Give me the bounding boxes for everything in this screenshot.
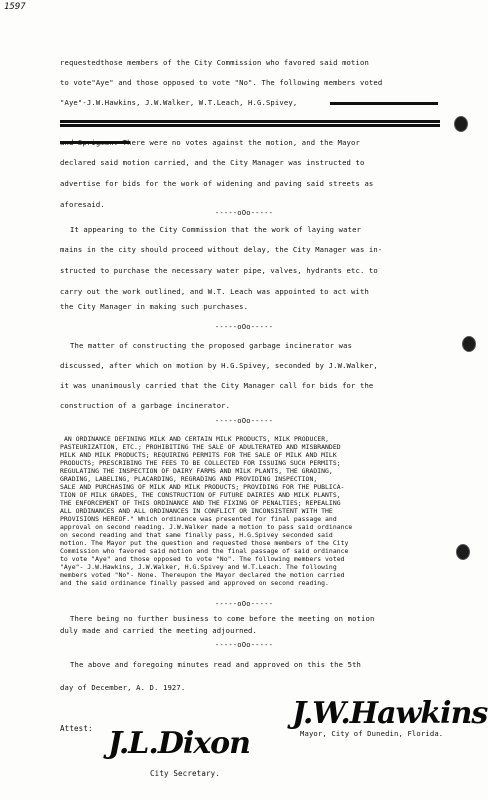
punch-hole bbox=[462, 336, 476, 352]
paragraph1-line: requestedthose members of the City Commission who favored said motion bbox=[60, 58, 369, 67]
paragraph1-line: aforesaid. bbox=[60, 200, 105, 209]
ordinance-line: PASTEURIZATION, ETC.; PROHIBITING THE SALE OF ADULTERATED AND MISBRANDED bbox=[60, 444, 341, 451]
paragraph3-line: construction of a garbage incinerator. bbox=[60, 401, 231, 410]
ordinance-line: motion. The Mayor put the question and requested those members of the City bbox=[60, 540, 349, 547]
paragraph2-line: the City Manager in making such purchases. bbox=[60, 302, 249, 311]
mayor-title: Mayor, City of Dunedin, Florida. bbox=[300, 729, 444, 738]
punch-hole bbox=[456, 544, 470, 560]
mayor-signature: J.W.Hawkins bbox=[292, 696, 488, 731]
paragraph1-line: declared said motion carried, and the City Manager was instructed to bbox=[60, 158, 365, 167]
paragraph1-line: and Sprigman. There were no votes against the motion, and the Mayor bbox=[60, 138, 360, 147]
ordinance-line: ALL ORDINANCES AND ALL ORDINANCES IN CONFLICT OR INCONSISTENT WITH THE bbox=[60, 508, 333, 515]
attest-label: Attest: bbox=[60, 724, 93, 733]
ordinance-line: AN ORDINANCE DEFINING MILK AND CERTAIN MILK PRODUCTS, MILK PRODUCER, bbox=[64, 436, 330, 443]
paragraph2-line: structed to purchase the necessary water pipe, valves, hydrants etc. to bbox=[60, 266, 378, 275]
paragraph3-line: The matter of constructing the proposed garbage incinerator was bbox=[70, 341, 353, 350]
ordinance-line: and the said ordinance finally passed and approved on second reading. bbox=[60, 580, 329, 587]
paragraph1-line: to vote"Aye" and those opposed to vote "No". The following members voted bbox=[60, 78, 383, 87]
section-separator: -----oOo----- bbox=[214, 599, 274, 608]
section-separator: -----oOo----- bbox=[214, 208, 274, 217]
paragraph3-line: it was unanimously carried that the City Manager call for bids for the bbox=[60, 381, 374, 390]
paragraph2-line: It appearing to the City Commission that the work of laying water bbox=[70, 225, 362, 234]
clerk-title: City Secretary. bbox=[150, 769, 220, 778]
ordinance-line: members voted "No"- None. Thereupon the Mayor declared the motion carried bbox=[60, 572, 345, 579]
paragraph5-line: duly made and carried the meeting adjourned. bbox=[60, 626, 257, 635]
ordinance-line: MILK AND MILK PRODUCTS; REQUIRING PERMITS FOR THE SALE OF MILK AND MILK bbox=[60, 452, 337, 459]
paragraph5-line: There being no further business to come before the meeting on motion bbox=[70, 614, 375, 623]
ordinance-line: TION OF MILK GRADES, THE CONSTRUCTION OF FUTURE DAIRIES AND MILK PLANTS, bbox=[60, 492, 341, 499]
paragraph2-line: carry out the work outlined, and W.T. Leach was appointed to act with bbox=[60, 287, 369, 296]
ordinance-line: to vote "Aye" and those opposed to vote "No". The following members voted bbox=[60, 556, 345, 563]
ordinance-line: on second reading and that same finally pass, H.G.Spivey seconded said bbox=[60, 532, 333, 539]
section-separator: -----oOo----- bbox=[214, 640, 274, 649]
paragraph1-line: "Aye"-J.W.Hawkins, J.W.Walker, W.T.Leach, H.G.Spivey, bbox=[60, 98, 298, 107]
section-separator: -----oOo----- bbox=[214, 322, 274, 331]
paragraph3-line: discussed, after which on motion by H.G.Spivey, seconded by J.W.Walker, bbox=[60, 361, 378, 370]
section-separator: -----oOo----- bbox=[214, 416, 274, 425]
ordinance-line: SALE AND PURCHASING OF MILK AND MILK PRODUCTS; PROVIDING FOR THE PUBLICA- bbox=[60, 484, 345, 491]
ordinance-line: "Aye"- J.W.Hawkins, J.W.Walker, H.G.Spivey and W.T.Leach. The following bbox=[60, 564, 337, 571]
strikethrough-mark bbox=[330, 102, 438, 105]
paragraph1-line: advertise for bids for the work of widening and paving said streets as bbox=[60, 179, 374, 188]
ordinance-line: THE ENFORCEMENT OF THIS ORDINANCE AND THE FIXING OF PENALTIES; REPEALING bbox=[60, 500, 341, 507]
ordinance-line: PROVISIONS HEREOF." Which ordinance was presented for final passage and bbox=[60, 516, 337, 523]
ordinance-line: approval on second reading. J.W.Walker made a motion to pass said ordinance bbox=[60, 524, 353, 531]
clerk-signature: J.L.Dixon bbox=[108, 726, 250, 761]
ordinance-line: REGULATING THE INSPECTION OF DAIRY FARMS AND MILK PLANTS, THE GRADING, bbox=[60, 468, 333, 475]
ordinance-line: Commission who favored said motion and the final passage of said ordinance bbox=[60, 548, 349, 555]
paragraph6-line: The above and foregoing minutes read and approved on this the 5th bbox=[70, 660, 362, 669]
ordinance-line: GRADING, LABELING, PLACARDING, REGRADING AND PROVIDING INSPECTION, bbox=[60, 476, 318, 483]
strikethrough-mark bbox=[60, 124, 440, 127]
ordinance-line: PRODUCTS; PRESCRIBING THE FEES TO BE COLLECTED FOR ISSUING SUCH PERMITS; bbox=[60, 460, 341, 467]
paragraph2-line: mains in the city should proceed without delay, the City Manager was in- bbox=[60, 245, 383, 254]
paragraph6-line: day of December, A. D. 1927. bbox=[60, 683, 186, 692]
strikethrough-mark bbox=[60, 120, 440, 123]
page-number-mark: 1597 bbox=[4, 2, 26, 12]
punch-hole bbox=[454, 116, 468, 132]
